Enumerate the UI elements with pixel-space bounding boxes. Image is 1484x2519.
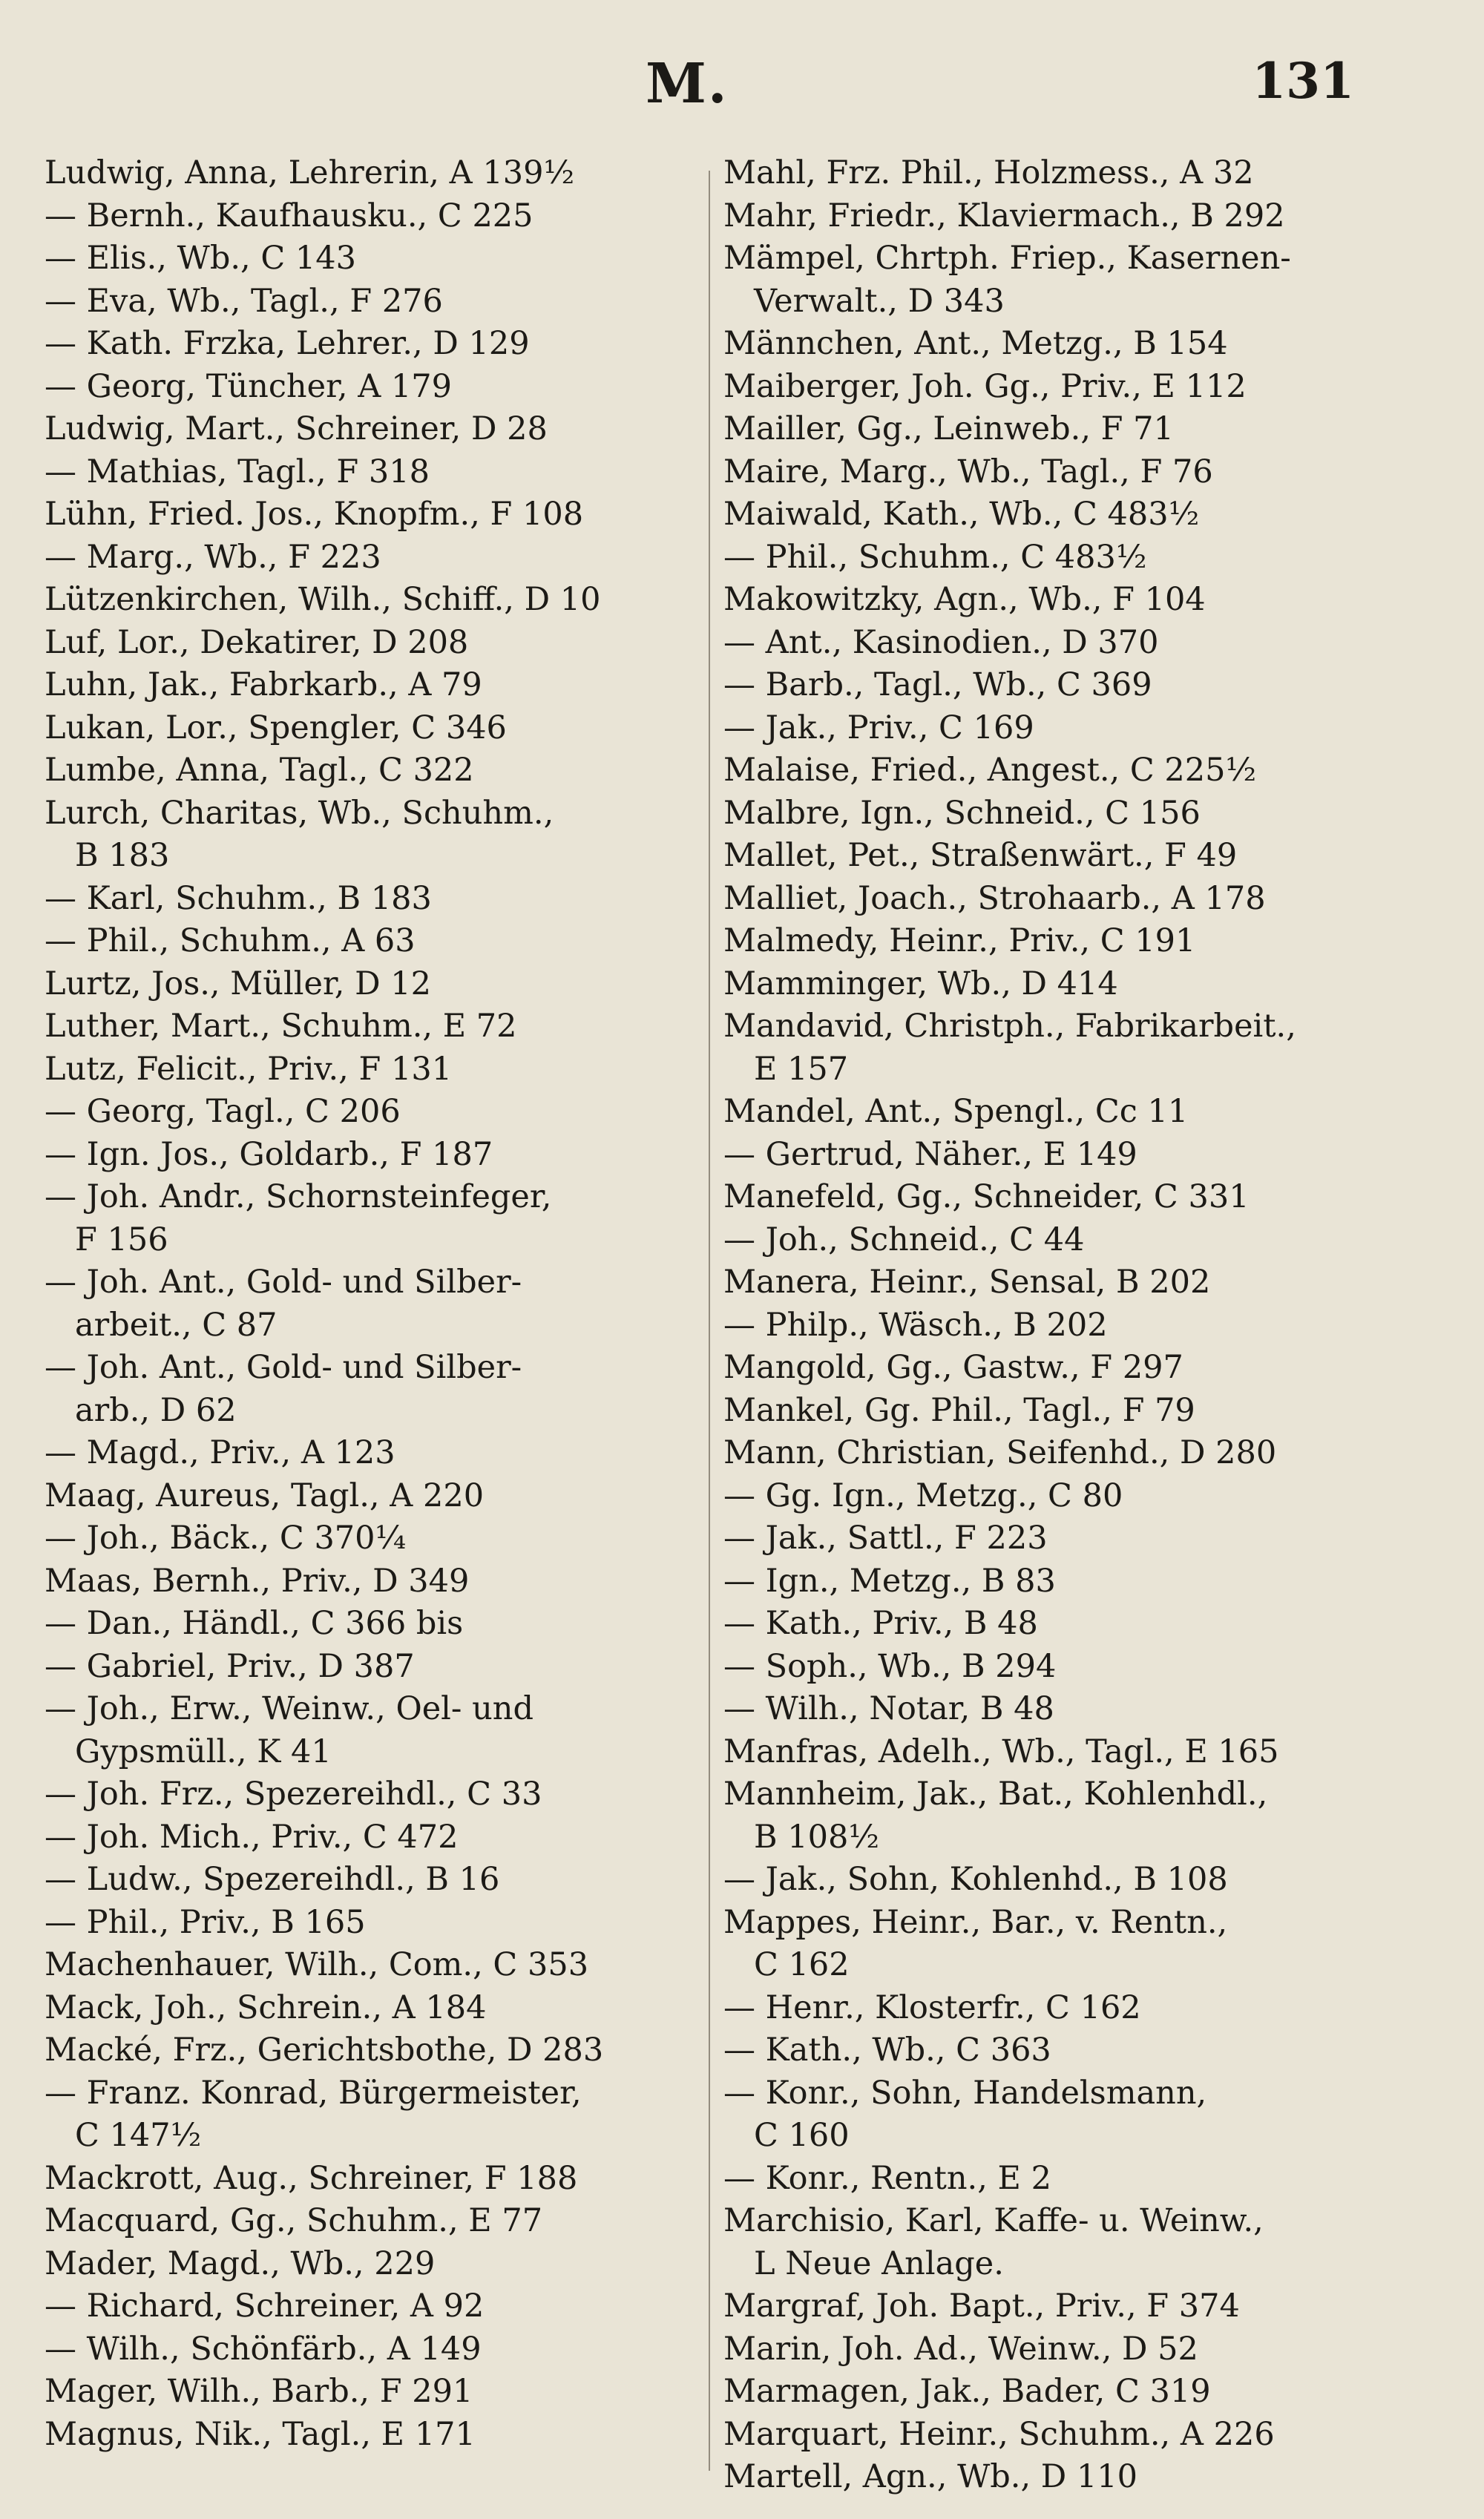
directory-entry: — Franz. Konrad, Bürgermeister, [45, 2074, 582, 2112]
directory-entry: — Konr., Rentn., E 2 [723, 2159, 1051, 2197]
directory-entry: Marin, Joh. Ad., Weinw., D 52 [723, 2330, 1198, 2368]
directory-entry: Manera, Heinr., Sensal, B 202 [723, 1264, 1211, 1301]
directory-entry: — Georg, Tagl., C 206 [45, 1093, 401, 1130]
directory-entry: Lukan, Lor., Spengler, C 346 [45, 709, 507, 746]
directory-entry: B 108½ [723, 1818, 880, 1856]
directory-entry: — Ign. Jos., Goldarb., F 187 [45, 1135, 493, 1173]
directory-entry: — Elis., Wb., C 143 [45, 240, 357, 277]
directory-entry: — Soph., Wb., B 294 [723, 1647, 1057, 1685]
directory-entry: — Joh. Mich., Priv., C 472 [45, 1818, 459, 1856]
directory-entry: — Joh., Bäck., C 370¼ [45, 1520, 407, 1557]
directory-entry: Luf, Lor., Dekatirer, D 208 [45, 623, 469, 661]
directory-entry: — Joh. Andr., Schornsteinfeger, [45, 1178, 552, 1215]
directory-entry: — Phil., Schuhm., A 63 [45, 922, 416, 959]
directory-entry: Mahl, Frz. Phil., Holzmess., A 32 [723, 154, 1254, 191]
directory-entry: Magnus, Nik., Tagl., E 171 [45, 2415, 476, 2453]
directory-entry: Mangold, Gg., Gastw., F 297 [723, 1349, 1183, 1386]
directory-entry: — Gertrud, Näher., E 149 [723, 1135, 1137, 1173]
directory-entry: Martell, Agn., Wb., D 110 [723, 2458, 1138, 2495]
directory-entry: Mannheim, Jak., Bat., Kohlenhdl., [723, 1776, 1268, 1813]
directory-entry: — Magd., Priv., A 123 [45, 1434, 395, 1471]
directory-entry: — Kath., Wb., C 363 [723, 2032, 1051, 2069]
directory-entry: — Jak., Sohn, Kohlenhd., B 108 [723, 1861, 1228, 1898]
directory-entry: Lützenkirchen, Wilh., Schiff., D 10 [45, 581, 601, 618]
directory-entry: Männchen, Ant., Metzg., B 154 [723, 325, 1228, 362]
directory-entry: Malaise, Fried., Angest., C 225½ [723, 752, 1257, 789]
page-number: 131 [1252, 52, 1354, 110]
directory-entry: Macké, Frz., Gerichtsbothe, D 283 [45, 2032, 604, 2069]
directory-entry: Macquard, Gg., Schuhm., E 77 [45, 2202, 543, 2239]
directory-entry: Gypsmüll., K 41 [45, 1733, 332, 1770]
directory-entry: — Ludw., Spezereihdl., B 16 [45, 1861, 500, 1898]
directory-entry: Luhn, Jak., Fabrkarb., A 79 [45, 666, 482, 703]
directory-entry: Machenhauer, Wilh., Com., C 353 [45, 1946, 589, 1983]
directory-entry: Maiwald, Kath., Wb., C 483½ [723, 496, 1200, 533]
directory-entry: Ludwig, Mart., Schreiner, D 28 [45, 410, 548, 447]
directory-entry: — Phil., Priv., B 165 [45, 1903, 366, 1941]
directory-entry: Lühn, Fried. Jos., Knopfm., F 108 [45, 496, 584, 533]
directory-entry: Marquart, Heinr., Schuhm., A 226 [723, 2415, 1275, 2453]
directory-entry: L Neue Anlage. [723, 2244, 1004, 2282]
directory-entry: Mämpel, Chrtph. Friep., Kasernen- [723, 240, 1291, 277]
directory-entry: — Joh. Ant., Gold- und Silber- [45, 1264, 522, 1301]
directory-entry: B 183 [45, 837, 170, 874]
directory-entry: Manefeld, Gg., Schneider, C 331 [723, 1178, 1250, 1215]
directory-entry: Mackrott, Aug., Schreiner, F 188 [45, 2159, 578, 2197]
directory-entry: Luther, Mart., Schuhm., E 72 [45, 1008, 517, 1045]
directory-entry: — Wilh., Notar, B 48 [723, 1690, 1054, 1727]
directory-entry: Mahr, Friedr., Klaviermach., B 292 [723, 197, 1285, 234]
directory-entry: Mallet, Pet., Straßenwärt., F 49 [723, 837, 1238, 874]
directory-entry: — Joh. Frz., Spezereihdl., C 33 [45, 1776, 542, 1813]
directory-entry: — Richard, Schreiner, A 92 [45, 2288, 485, 2325]
directory-entry: — Jak., Priv., C 169 [723, 709, 1034, 746]
directory-entry: Mandel, Ant., Spengl., Cc 11 [723, 1093, 1189, 1130]
directory-entry: Lurch, Charitas, Wb., Schuhm., [45, 794, 554, 832]
directory-entry: E 157 [723, 1050, 849, 1088]
left-column [45, 152, 697, 2497]
directory-entry: — Eva, Wb., Tagl., F 276 [45, 282, 443, 320]
section-letter: M. [646, 52, 729, 116]
directory-entry: — Ign., Metzg., B 83 [723, 1562, 1056, 1600]
directory-entry: — Joh. Ant., Gold- und Silber- [45, 1349, 522, 1386]
directory-entry: — Henr., Klosterfr., C 162 [723, 1988, 1141, 2026]
directory-entry: Mack, Joh., Schrein., A 184 [45, 1988, 487, 2026]
directory-entry: Mader, Magd., Wb., 229 [45, 2244, 436, 2282]
directory-entry: — Barb., Tagl., Wb., C 369 [723, 666, 1152, 703]
directory-entry: — Ant., Kasinodien., D 370 [723, 623, 1159, 661]
directory-entry: C 160 [723, 2117, 850, 2154]
directory-entry: — Gg. Ign., Metzg., C 80 [723, 1477, 1123, 1514]
directory-entry: Ludwig, Anna, Lehrerin, A 139½ [45, 154, 575, 191]
directory-entry: Marmagen, Jak., Bader, C 319 [723, 2373, 1211, 2410]
right-column [723, 152, 1410, 2497]
directory-entry: — Bernh., Kaufhausku., C 225 [45, 197, 533, 234]
directory-entry: Lutz, Felicit., Priv., F 131 [45, 1050, 453, 1088]
directory-entry: Mager, Wilh., Barb., F 291 [45, 2373, 473, 2410]
directory-entry: Mailler, Gg., Leinweb., F 71 [723, 410, 1174, 447]
page-header [0, 52, 1484, 119]
directory-entry: — Konr., Sohn, Handelsmann, [723, 2074, 1207, 2112]
directory-entry: C 147½ [45, 2117, 202, 2154]
directory-entry: — Kath. Frzka, Lehrer., D 129 [45, 325, 530, 362]
directory-entry: Maire, Marg., Wb., Tagl., F 76 [723, 453, 1213, 490]
directory-entry: — Wilh., Schönfärb., A 149 [45, 2330, 482, 2368]
directory-entry: Manfras, Adelh., Wb., Tagl., E 165 [723, 1733, 1279, 1770]
directory-entry: — Karl, Schuhm., B 183 [45, 879, 432, 917]
directory-entry: — Joh., Erw., Weinw., Oel- und [45, 1690, 534, 1727]
directory-entry: Maas, Bernh., Priv., D 349 [45, 1562, 470, 1600]
directory-entry: Lumbe, Anna, Tagl., C 322 [45, 752, 474, 789]
directory-entry: Mandavid, Christph., Fabrikarbeit., [723, 1008, 1296, 1045]
column-divider [709, 171, 710, 2471]
directory-entry: — Mathias, Tagl., F 318 [45, 453, 430, 490]
directory-entry: — Gabriel, Priv., D 387 [45, 1647, 415, 1685]
directory-entry: Malbre, Ign., Schneid., C 156 [723, 794, 1201, 832]
directory-entry: — Phil., Schuhm., C 483½ [723, 538, 1147, 576]
directory-entry: C 162 [723, 1946, 850, 1983]
directory-entry: — Kath., Priv., B 48 [723, 1605, 1038, 1642]
directory-entry: arbeit., C 87 [45, 1306, 278, 1344]
directory-entry: arb., D 62 [45, 1391, 237, 1429]
directory-entry: Makowitzky, Agn., Wb., F 104 [723, 581, 1206, 618]
directory-entry: Lurtz, Jos., Müller, D 12 [45, 965, 431, 1002]
directory-entry: — Dan., Händl., C 366 bis [45, 1605, 464, 1642]
directory-entry: — Jak., Sattl., F 223 [723, 1520, 1048, 1557]
directory-entry: Marchisio, Karl, Kaffe- u. Weinw., [723, 2202, 1264, 2239]
directory-entry: Mamminger, Wb., D 414 [723, 965, 1118, 1002]
directory-entry: — Marg., Wb., F 223 [45, 538, 381, 576]
directory-entry: — Joh., Schneid., C 44 [723, 1221, 1085, 1258]
directory-entry: Verwalt., D 343 [723, 282, 1005, 320]
directory-entry: — Philp., Wäsch., B 202 [723, 1306, 1108, 1344]
directory-entry: Mankel, Gg. Phil., Tagl., F 79 [723, 1391, 1195, 1429]
directory-entry: Mann, Christian, Seifenhd., D 280 [723, 1434, 1277, 1471]
directory-entry: F 156 [45, 1221, 168, 1258]
directory-entry: Malmedy, Heinr., Priv., C 191 [723, 922, 1196, 959]
directory-entry: — Georg, Tüncher, A 179 [45, 367, 453, 405]
directory-entry: Malliet, Joach., Strohaarb., A 178 [723, 879, 1266, 917]
directory-entry: Maag, Aureus, Tagl., A 220 [45, 1477, 485, 1514]
directory-entry: Maiberger, Joh. Gg., Priv., E 112 [723, 367, 1247, 405]
directory-entry: Margraf, Joh. Bapt., Priv., F 374 [723, 2288, 1240, 2325]
directory-entry: Mappes, Heinr., Bar., v. Rentn., [723, 1903, 1228, 1941]
